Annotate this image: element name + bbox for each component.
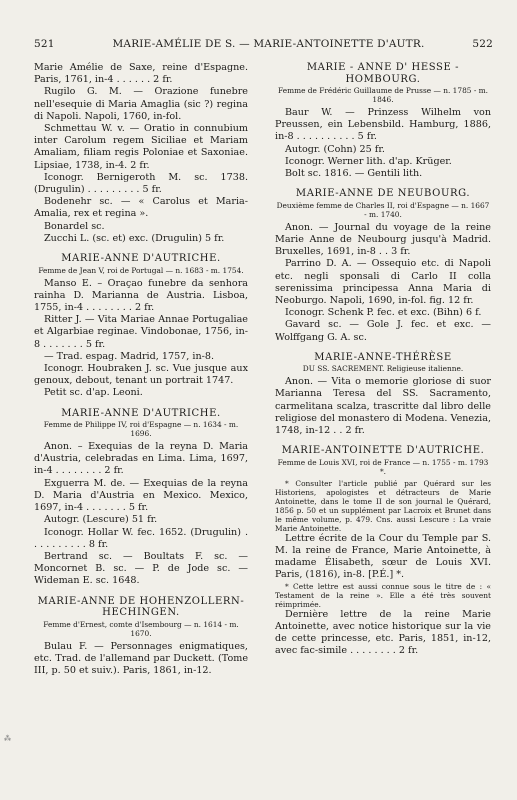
left-page-number: 521 [34,38,55,50]
bibliography-entry: Marie Amélie de Saxe, reine d'Espagne. Paris, 1761, in-4 . . . . . . 2 fr. [34,62,248,86]
section-subtitle: Femme d'Ernest, comte d'Isembourg — n. 1614 - m. 1670. [43,619,239,638]
bibliography-entry: Petit sc. d'ap. Leoni. [44,387,143,399]
bibliography-entry: Bolt sc. 1816. — Gentili lith. [285,168,423,180]
bibliography-entry: Iconogr. Werner lith. d'ap. Krüger. [285,155,452,167]
margin-annotation: ⁂ [4,735,11,743]
bibliography-entry: Bodenehr sc. — « Carolus et Maria-Amalia, rex et regina ». [34,196,248,220]
section-heading: MARIE-ANTOINETTE D'AUTRICHE. [281,445,485,457]
left-column [34,62,248,677]
section-subtitle: Femme de Jean V, roi de Portugal — n. 1683 - m. 1754. [38,265,244,275]
right-page-number: 522 [472,38,493,50]
bibliography-entry: Zucchi L. (sc. et) exc. (Drugulin) 5 fr. [44,232,225,244]
bibliography-entry: Manso E. – Oraçao funebre da senhora rainha D. Marianna de Austria. Lisboa, 1755, in-4 . . . . . . . . 2 fr. [34,277,248,313]
bibliography-entry: Baur W. — Prinzess Wilhelm von Preussen, ein Lebensbild. Hamburg, 1886, in-8 . . . . . . . . . . 5 fr. [275,107,491,143]
bibliography-entry: Parrino D. A. — Ossequio etc. di Napoli etc. negli sponsali di Carlo II colla serenissima principessa Anna Maria di Neoburgo. Napoli, 1690, in-fol. fig. 12 fr. [275,258,491,306]
section-heading: MARIE-ANNE D'AUTRICHE. [61,407,221,419]
section-subtitle: Femme de Louis XVI, roi de France — n. 1755 - m. 1793 *. [277,457,489,476]
bibliography-entry: — Trad. espag. Madrid, 1757, in-8. [44,350,215,362]
running-header [18,38,499,54]
bibliography-entry: Anon. – Exequias de la reyna D. Maria d'Austria, celebradas en Lima. Lima, 1697, in-4 . . . . . . . . 2 fr. [34,441,248,477]
section-heading: MARIE-ANNE-THÉRÈSE [314,351,452,363]
section-subtitle: Femme de Philippe IV, roi d'Espagne — n. 1634 - m. 1696. [43,420,239,439]
section-heading: MARIE - ANNE D' HESSE - HOMBOURG. [306,62,460,85]
bibliography-entry: Bonardel sc. [44,220,105,232]
bibliography-entry: Autogr. (Lescure) 51 fr. [44,514,158,526]
section-heading: MARIE-ANNE DE NEUBOURG. [295,188,471,200]
bibliography-entry: Iconogr. Hollar W. fec. 1652. (Drugulin) . . . . . . . . . . 8 fr. [34,526,248,550]
bibliography-entry: * Cette lettre est aussi connue sous le titre de : « Testament de la reine ». Elle a été très souvent réimprimée. [275,581,491,609]
bibliography-entry: Exguerra M. de. — Exequias de la reyna D. Maria d'Austria en Mexico. Mexico, 1697, in-4 . . . . . . . 5 fr. [34,477,248,514]
bibliography-entry: * Consulter l'article publié par Quérard sur les Historiens, apologistes et détracteurs de Marie Antoinette, dans le tome II de son journal le Quérard, 1856 p. 50 et un supplément par Lacroix et Brunet dans le même volume, p. 479. Cns. aussi Lescure : La vraie Marie Antoinette. [275,478,491,533]
bibliography-entry: Gavard sc. — Gole J. fec. et exc. — Wolffgang G. A. sc. [275,319,491,343]
bibliography-entry: Iconogr. Houbraken J. sc. Vue jusque aux genoux, debout, tenant un portrait 1747. [34,362,248,387]
bibliography-entry: Anon. — Vita o memorie gloriose di suor Marianna Teresa del SS. Sacramento, carmelitana scalza, trascritte dal libro delle religiose del monastero di Modena. Venezia, 1748, in-12 . . 2 fr. [275,376,491,437]
bibliography-entry: Iconogr. Schenk P. fec. et exc. (Bihn) 6 f. [285,307,482,319]
section-subtitle: Femme de Frédéric Guillaume de Prusse — n. 1785 - m. 1846. [277,86,489,104]
bibliography-entry: Schmettau W. v. — Oratio in connubium inter Carolum regem Siciliae et Mariam Amaliam, filiam regis Poloniae et Saxoniae. Lipsiae, 1738, in-4. 2 fr. [34,123,248,171]
bibliography-entry: Iconogr. Bernigeroth M. sc. 1738. (Drugulin) . . . . . . . . . 5 fr. [34,171,248,196]
bibliography-entry: Autogr. (Cohn) 25 fr. [285,143,385,155]
section-heading: MARIE-ANNE D'AUTRICHE. [61,253,221,265]
running-title: MARIE-AMÉLIE DE S. — MARIE-ANTOINETTE D'AUTR. [112,38,425,50]
bibliography-entry: Ritter J. — Vita Mariae Annae Portugaliae et Algarbiae reginae. Vindobonae, 1756, in-8 . . . . . . . 5 fr. [34,314,248,350]
section-subtitle: DU SS. SACREMENT. Religieuse italienne. [302,364,464,374]
bibliography-entry: Bertrand sc. — Boultats F. sc. — Moncornet B. sc. — P. de Jode sc. — Wideman E. sc. 1648. [34,550,248,587]
bibliography-entry: Bulau F. — Personnages enigmatiques, etc. Trad. de l'allemand par Duckett. (Tome III, p. 50 et suiv.). Paris, 1861, in-12. [34,640,248,676]
section-heading: MARIE-ANNE DE HOHENZOLLERN-HECHINGEN. [37,595,245,619]
bibliography-entry: Rugilo G. M. — Orazione funebre nell'esequie di Maria Amaglia (sic ?) regina di Napoli. Napoli, 1760, in-fol. [34,86,248,122]
bibliography-entry: Lettre écrite de la Cour du Temple par S. M. la reine de France, Marie Antoinette, à madame Élisabeth, sœur de Louis XVI. Paris, (1816), in-8. [P.É.] *. [275,532,491,581]
bibliography-entry: Dernière lettre de la reine Marie Antoinette, avec notice historique sur la vie de cette princesse, etc. Paris, 1851, in-12, avec fac-simile . . . . . . . . 2 fr. [275,608,491,657]
section-subtitle: Deuxième femme de Charles II, roi d'Espagne — n. 1667 - m. 1740. [276,200,490,219]
right-column [275,62,491,657]
bibliography-entry: Anon. — Journal du voyage de la reine Marie Anne de Neubourg jusqu'à Madrid. Bruxelles, 1691, in-8 . . 3 fr. [275,221,491,258]
